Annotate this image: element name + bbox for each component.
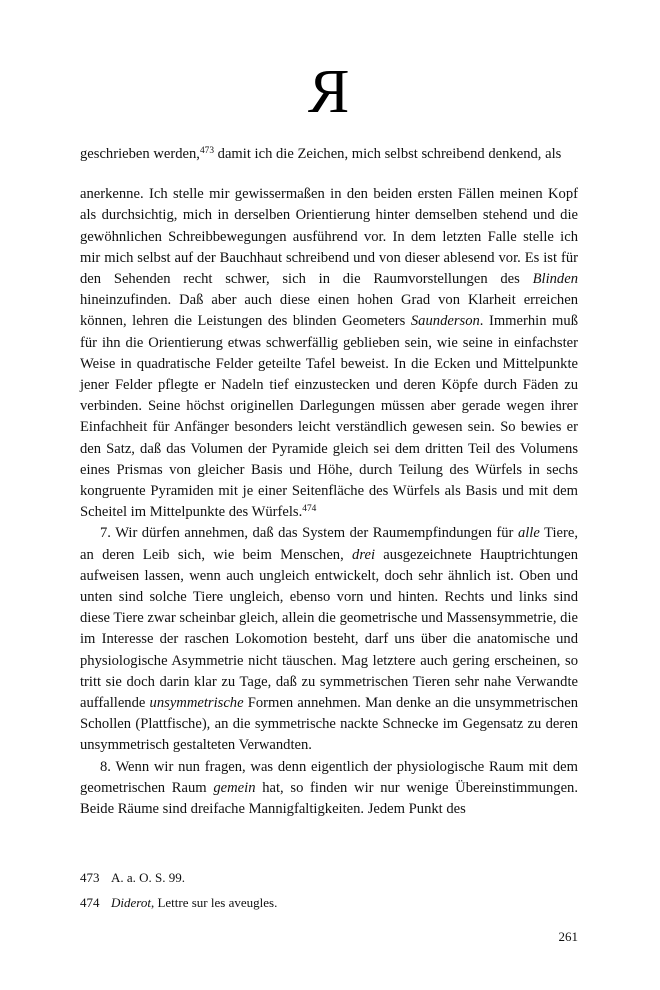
paragraph-7-segment-4: Formen annehmen. Man denke an die unsymmetrischen Schollen (Plattfische), an die symmetrische nackte Schnecke im Gegensatz zu deren unsymmetrisch gestalteten Verwandten. (80, 695, 578, 754)
mirrored-capital-r-icon: R (308, 58, 350, 126)
emphasis-unsymmetrische: unsymmetrische (149, 695, 244, 712)
emphasis-gemein: gemein (213, 779, 256, 796)
paragraph-8-segment-2: hat, so finden wir nur wenige Übereinstimmungen. Beide Räume sind dreifache Mannigfaltigkeiten. Jedem Punkt des (80, 779, 578, 818)
footnote-474-text (111, 893, 578, 912)
lead-paragraph (80, 144, 578, 165)
paragraph-7-segment-3: ausgezeichnete Hauptrichtungen aufweisen lassen, wenn auch ungleich entwickelt, doch sehr ähnlich ist. Oben und unten sind solche Tiere ungleich, ebenso vorn und hinten. Rechts und links sind diese Tiere zwar scheinbar gleich, allein die geometrische und Massensymmetrie, die im Interesse der raschen Lokomotion besteht, darf uns über die anatomische und physiologische Asymmetrie nicht täuschen. Mag letztere auch gering erscheinen, so tritt sie doch darin klar zu Tage, daß zu symmetrischen Tieren sehr nahe Verwandte auffallende (80, 546, 578, 712)
emphasis-saunderson: Saunderson (410, 313, 480, 330)
lead-text-before-ref: geschrieben werden, (80, 146, 200, 162)
page-number: 261 (558, 929, 578, 944)
paragraph-1-segment-3: . Immerhin muß für ihn die Orientierung etwas schwerfällig geblieben sein, wie seine in einfachster Weise in quadratische Felder geteilte Tafel beweist. In die Ecken und Mittelpunkte jener Felder pflegte er Nadeln tief einzustecken und deren Köpfe durch Fäden zu verbinden. Seine höchst originellen Darlegungen müssen aber gerade wegen ihrer Einfachheit für Anfänger besonders leicht verständlich gewesen sein. So bewies er den Satz, daß das Volumen der Pyramide gleich sei dem dritten Teil des Volumens eines Prismas von gleicher Basis und Höhe, durch Teilung des Würfels in sechs kongruente Pyramiden mit je einer Seitenfläche des Würfels als Basis und mit dem Scheitel im Mittelpunkte des Würfels. (80, 313, 578, 521)
footnote-area (80, 868, 578, 918)
footnote-474-number: 474 (80, 895, 100, 910)
lead-text-after-ref: damit ich die Zeichen, mich selbst schreibend denkend, als (214, 146, 562, 162)
emphasis-alle: alle (517, 525, 540, 542)
figure-mirrored-r (80, 56, 578, 128)
paragraph-1-segment-2: hineinzufinden. Daß aber auch diese einen hohen Grad von Klarheit erreichen können, lehren die Leistungen des blinden Geometers (80, 292, 578, 330)
footnote-473-text: A. a. O. S. 99. (111, 870, 186, 885)
text-column (80, 144, 578, 820)
paragraph-7-segment-1: 7. Wir dürfen annehmen, daß das System der Raumempfindungen für (100, 525, 518, 542)
emphasis-blinden: Blinden (532, 271, 578, 288)
paragraph-1-segment-1: anerkenne. Ich stelle mir gewissermaßen in den beiden ersten Fällen meinen Kopf als durchsichtig, mich in derselben Orientierung hinter demselben stehend und die gewöhnlichen Schreibbewegungen ausführend vor. In dem letzten Falle stelle ich mir mich selbst auf der Bauchhaut schreibend und von dieser ablesend vor. Es ist für den Sehenden recht schwer, sich in die Raumvorstellungen des (80, 186, 578, 288)
footnote-ref-474[interactable]: 474 (302, 504, 317, 515)
paragraph-anerkenne (80, 184, 578, 523)
footnote-473 (80, 868, 578, 887)
footnote-474 (80, 893, 578, 912)
footnote-ref-473[interactable]: 473 (199, 145, 214, 156)
paragraph-8 (80, 757, 578, 821)
paragraph-7-segment-2: Tiere, an deren Leib sich, wie beim Menschen, (80, 525, 578, 563)
footnote-474-title: , Lettre sur les aveugles. (150, 895, 278, 910)
emphasis-drei: drei (352, 546, 376, 563)
footnote-474-author: Diderot (111, 895, 151, 910)
footnote-473-number: 473 (80, 870, 100, 885)
paragraph-7 (80, 523, 578, 756)
paragraph-8-segment-1: 8. Wenn wir nun fragen, was denn eigentlich der physiologische Raum mit dem geometrischen Raum (80, 758, 578, 796)
